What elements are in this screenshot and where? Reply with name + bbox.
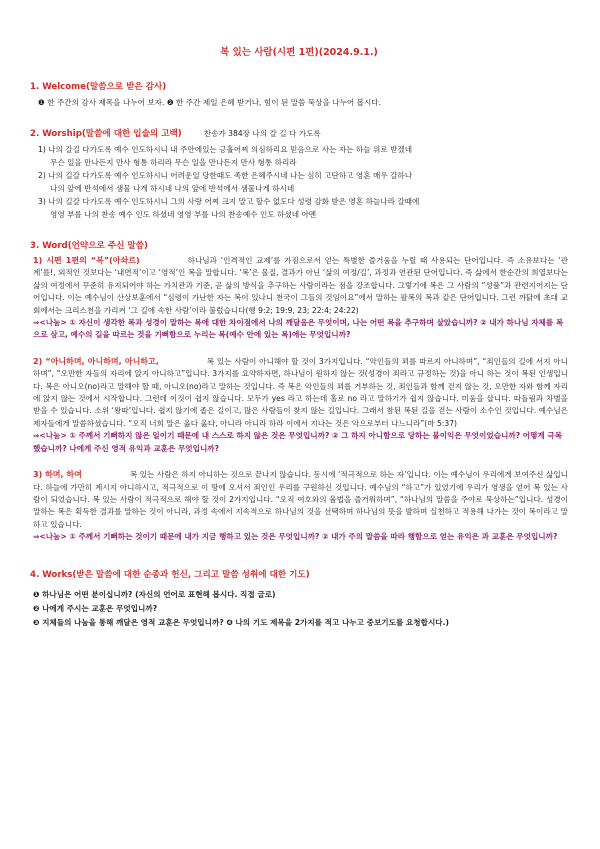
section-worship-heading <box>30 127 568 139</box>
works-item: ❷ 나에게 주시는 교훈은 무엇입니까? <box>33 603 158 613</box>
works-item: ❸ 지체들의 나눔을 통해 깨달은 영적 교훈은 무엇입니까? ❹ 나의 기도 제목을 2가지를 적고 나누고 중보기도를 요청합시다.) <box>33 617 449 627</box>
word-paragraph-1 <box>33 255 568 317</box>
word-body-2: 복 있는 사람이 아니해야 할 것이 3가지입니다. “악인들의 꾀를 따르지 아니하며”, “죄인들의 길에 서지 아니하며”, “오만한 자들의 자리에 앉지 아니하고”입니다. 3가지를 요약하자면, 하나님이 원하지 않는 것(성경이 죄라고 규정하는 것)을 아니 하는 것이 복된 인생입니다. 복은 아니오(no)라고 말해야 할 때, 아니오(no)라고 말하는 것입니다. 즉 복은 악인들의 꾀를 거부하는 것, 죄인들과 함께 걷지 않는 것, 오만한 자와 함께 자리에 앉지 않는 것에서 시작합니다. 그런데 이것이 쉽지 않습니다. 모두가 yes 라고 하는데 홀로 no 라고 말하기가 쉽지 않습니다. 미움을 삽니다. 따돌림과 차별을 받을 수 있습니다. 소위 ‘왕따’입니다. 쉽지 않기에 좁은 길이고, 많은 사람들이 찾지 않는 길입니다. 그래서 참된 복된 길을 걷는 사람이 소수인 것입니다. 예수님은 제자들에게 말씀하셨습니다. “오직 너희 말은 옳다 옳다, 아니라 아니라 하라 이에서 지나는 것은 악으로부터 나느니라”(마 5:37) <box>33 356 568 428</box>
word-subheading-1: 1) 시편 1편의 “복”(아솨르) <box>33 256 140 265</box>
word-paragraph-3 <box>33 469 568 531</box>
document-title: 복 있는 사람(시편 1편)(2024.9.1.) <box>220 47 378 58</box>
hymn-verse-line: 2) 나의 길갈 다가도록 예수 인도하시니 어려운일 당한때도 족한 은혜주시네 나는 심히 고단하고 영혼 매우 갈하나 <box>38 171 413 180</box>
word-body-1: 하나님과 ‘인격적인 교제’를 가짐으로서 얻는 특별한 즐거움을 누릴 때 사용되는 단어입니다. 즉 소유보다는 ‘관계’를!, 외적인 것보다는 ‘내면적’이고 ‘영적’인 복을 말합니다. ‘복’은 물질, 결과가 아닌 ‘삶의 여정/길’, 과정과 연관된 단어입니다. 즉 삶에서 한순간의 희열보다는 삶의 여정에서 꾸준히 유지되어야 하는 가치관과 기준, 곧 삶의 방식을 추구하는 사람이라는 점을 강조합니다. 그렇기에 복은 그 사람의 “성품”과 관련지어지는 단어입니다. 이는 예수님이 산상보훈에서 “심령이 가난한 자는 복이 있나니 천국이 그들의 것임이요”에서 말하는 팔복의 복과 같은 단어입니다. 그런 까닭에 초대 교회에서는 크리스천을 가리켜 ‘그 길에 속한 사람’이라 불렀습니다(행 9:2; 19:9, 23; 22:4; 24:22) <box>33 256 569 315</box>
worship-heading-label: 2. Worship(말씀에 대한 입술의 고백) <box>30 129 182 139</box>
word-body-3: 복 있는 사람은 하지 아니하는 것으로 끝나지 않습니다. 동시에 ‘적극적으로 하는 자’입니다. 이는 예수님이 우리에게 보여주신 삶입니다. 하늘에 가만히 계시지 아니하시고, 적극적으로 이 땅에 오셔서 죄인인 우리를 구원하신 것입니다. 예수님의 “하고”가 있었기에 우리가 영생을 얻어 복 있는 사람이 되었습니다. 복 있는 사람이 적극적으로 해야 할 것이 2가지입니다. “오직 여호와의 율법을 즐거워하며”, “하나님의 말씀을 주야로 묵상하는”입니다. 성경이 말하는 복은 획득한 결과를 말하는 것이 아니라, 과정 속에서 지속적으로 하나님의 것을 선택하며 하나님의 뜻을 발하며 실천하고 적용해 나가는 것이 복이라고 말하고 있습니다. <box>33 470 569 529</box>
word-subheading-2: 2) “아니하며, 아니하며, 아니하고, <box>33 356 159 366</box>
sharing-question-2: ⇒<나눔> ① 주께서 기뻐하지 않은 일이기 때문에 내 스스로 하지 않은 것은 무엇입니까? ② 그 하지 아니함으로 당하는 불이익은 무엇이었습니까? 어떻게 극복했습니까? 나에게 주신 영적 유익과 교훈은 무엇입니까? <box>33 431 563 453</box>
word-subheading-3: 3) 하며, 하여 <box>33 470 82 480</box>
welcome-line: ❶ 한 주간의 감사 제목을 나누어 보자. ❷ 한 주간 제일 은혜 받거나, 힘이 된 말씀 묵상을 나누어 봅시다. <box>38 98 382 107</box>
works-item: ❶ 하나님은 어떤 분이십니까? (자신의 언어로 표현해 봅시다. 직접 글로) <box>33 589 276 599</box>
sharing-question-1: ⇒<나눔> ① 자신이 생각한 복과 성경이 말하는 복에 대한 차이점에서 나의 깨달음은 무엇이며, 나는 어떤 복을 추구하며 살았습니까? ② 내가 하나님 자체를 복으로 삼고, 예수의 길을 따르는 것을 기뻐함으로 누리는 복(예수 안에 있는 복)에는 무엇입니까? <box>33 318 564 340</box>
section-works-heading: 4. Works(받은 말씀에 대한 순종과 헌신, 그리고 말씀 성취에 대한 기도) <box>30 569 310 580</box>
hymn-verse-line: 1) 나의 갈길 다가도록 예수 인도하시니 내 주안에있는 긍휼어찌 의심하리요 믿음으로 사는 자는 하늘 위로 받겠네 <box>38 145 413 154</box>
hymn-verse-line: 3) 나의 길갈 다가도록 예수 인도하시니 그의 사랑 어찌 크지 말고 할수 없도다 성령 감화 받은 영혼 하늘나라 갈때에 <box>38 197 420 206</box>
hymn-verse-line: 나의 앞에 반석에서 샘물 나게 하시네 나의 앞에 반석에서 샘물나게 하시네 <box>50 184 295 193</box>
sharing-question-3: ⇒<나눔> ① 주께서 기뻐하는 것이기 때문에 내가 지금 행하고 있는 것은 무엇입니까? ② 내가 주의 말씀을 따라 행함으로 얻는 유익은 과 교훈은 무엇입니까? <box>33 532 558 542</box>
word-paragraph-2 <box>33 356 568 430</box>
worship-hymn-note: 찬송가 384장 나의 갈 길 다 가도록 <box>203 129 321 138</box>
section-word-heading: 3. Word(언약으로 주신 말씀) <box>30 241 148 251</box>
hymn-verse-line: 무슨 일을 만나든지 만사 형통 하리라 무슨 일을 만나든지 만사 형통 하리라 <box>50 158 297 167</box>
section-welcome-heading: 1. Welcome(말씀으로 받은 감사) <box>30 82 167 92</box>
hymn-verse-line: 영영 부를 나의 찬송 예수 인도 하셨네 영영 부를 나의 찬송예수 인도 하셨네 아멘 <box>50 210 317 219</box>
